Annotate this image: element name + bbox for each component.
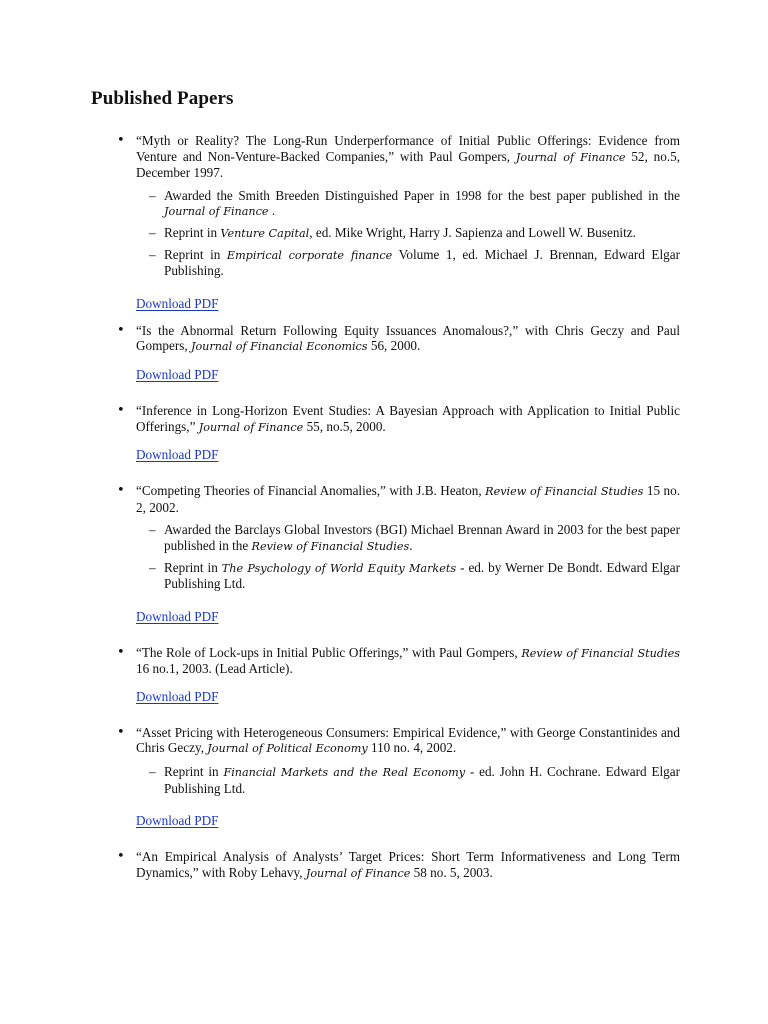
note-title: Empirical corporate finance xyxy=(226,248,393,262)
note-title: Review of Financial Studies xyxy=(251,539,410,553)
note-title: The Psychology of World Equity Markets xyxy=(221,561,457,575)
citation-text: “An Empirical Analysis of Analysts’ Target Prices: Short Term Informativeness and Long Term Dynamics,” with Roby Lehavy, xyxy=(136,849,680,880)
note-text: Reprint in xyxy=(164,246,221,262)
citation-details: 15 no. 2, 2002. xyxy=(136,483,681,515)
paper-item xyxy=(113,849,680,881)
journal-name: Review of Financial Studies xyxy=(521,646,680,660)
citation-text: “The Role of Lock-ups in Initial Public Offerings,” with Paul Gompers, xyxy=(136,644,518,660)
page-title: Published Papers xyxy=(91,88,234,109)
paper-note xyxy=(136,522,680,554)
bullet-icon: • xyxy=(117,849,125,865)
bullet-icon: • xyxy=(117,322,125,338)
note-title: Financial Markets and the Real Economy xyxy=(223,766,466,780)
dash-icon: – xyxy=(149,522,156,538)
paper-citation xyxy=(136,323,680,355)
paper-item xyxy=(113,403,680,463)
paper-note xyxy=(136,247,680,279)
paper-notes xyxy=(136,188,680,279)
paper-citation xyxy=(136,403,680,435)
download-pdf-link[interactable]: Download PDF xyxy=(136,688,219,704)
paper-notes xyxy=(136,522,680,591)
dash-icon: – xyxy=(149,559,156,575)
paper-citation xyxy=(136,849,680,881)
download-pdf-link[interactable]: Download PDF xyxy=(136,366,219,382)
note-text: Reprint in xyxy=(164,764,219,780)
note-text: Awarded the Barclays Global Investors (BGI) Michael Brennan Award in 2003 for the best paper published in the xyxy=(164,522,680,553)
dash-icon: – xyxy=(149,246,156,262)
paper-item xyxy=(113,323,680,383)
paper-notes xyxy=(136,764,680,796)
paper-citation xyxy=(136,645,680,677)
bullet-icon: • xyxy=(117,483,125,499)
note-details: - ed. John H. Cochrane. Edward Elgar Publishing Ltd. xyxy=(164,764,681,796)
paper-note xyxy=(136,188,680,220)
note-details: Volume 1, ed. Michael J. Brennan, Edward Elgar Publishing. xyxy=(164,246,680,279)
dash-icon: – xyxy=(149,187,156,203)
download-pdf-link[interactable]: Download PDF xyxy=(136,447,219,463)
note-text: Reprint in xyxy=(164,559,218,575)
bullet-icon: • xyxy=(117,644,125,660)
journal-name: Journal of Political Economy xyxy=(207,742,368,756)
note-details: . xyxy=(268,203,276,219)
citation-text: “Competing Theories of Financial Anomalies,” with J.B. Heaton, xyxy=(136,483,482,499)
paper-note xyxy=(136,225,680,242)
paper-citation xyxy=(136,725,680,757)
note-title: Journal of Finance xyxy=(164,205,269,219)
journal-name: Journal of Finance xyxy=(515,150,626,164)
citation-text: “Asset Pricing with Heterogeneous Consumers: Empirical Evidence,” with George Constantinides and Chris Geczy, xyxy=(136,724,680,756)
note-text: Reprint in xyxy=(164,224,218,240)
dash-icon: – xyxy=(149,224,156,240)
paper-list xyxy=(113,133,680,881)
paper-item xyxy=(113,645,680,705)
citation-details: 58 no. 5, 2003. xyxy=(410,864,493,880)
citation-details: 52, no.5, December 1997. xyxy=(136,148,681,181)
note-title: Venture Capital xyxy=(220,226,310,240)
journal-name: Journal of Financial Economics xyxy=(190,340,368,354)
download-pdf-link[interactable]: Download PDF xyxy=(136,295,219,311)
note-details: - ed. by Werner De Bondt. Edward Elgar Publishing Ltd. xyxy=(164,559,680,592)
paper-item xyxy=(113,133,680,312)
citation-details: 56, 2000. xyxy=(367,338,421,354)
journal-name: Journal of Finance xyxy=(305,866,411,880)
paper-citation xyxy=(136,483,680,515)
citation-details: 55, no.5, 2000. xyxy=(303,418,386,434)
note-details: , ed. Mike Wright, Harry J. Sapienza and Lowell W. Busenitz. xyxy=(309,224,636,240)
paper-note xyxy=(136,560,680,592)
bullet-icon: • xyxy=(117,402,125,418)
paper-item xyxy=(113,725,680,829)
note-details: . xyxy=(409,537,413,553)
download-pdf-link[interactable]: Download PDF xyxy=(136,813,219,829)
note-text: Awarded the Smith Breeden Distinguished Paper in 1998 for the best paper published in the xyxy=(164,187,680,203)
journal-name: Journal of Finance xyxy=(198,420,304,434)
citation-details: 16 no.1, 2003. (Lead Article). xyxy=(136,661,293,677)
journal-name: Review of Financial Studies xyxy=(485,485,644,499)
citation-text: “Inference in Long-Horizon Event Studies: A Bayesian Approach with Application to Initial Public Offerings,” xyxy=(136,402,680,434)
citation-text: “Is the Abnormal Return Following Equity Issuances Anomalous?,” with Chris Geczy and Paul Gompers, xyxy=(136,322,680,354)
paper-note xyxy=(136,764,680,796)
citation-details: 110 no. 4, 2002. xyxy=(367,740,457,756)
bullet-icon: • xyxy=(117,724,125,740)
citation-text: “Myth or Reality? The Long-Run Underperformance of Initial Public Offerings: Evidence from Venture and Non-Venture-Backed Companies,” with Paul Gompers, xyxy=(136,133,680,164)
paper-citation xyxy=(136,133,680,181)
dash-icon: – xyxy=(149,764,156,780)
download-pdf-link[interactable]: Download PDF xyxy=(136,608,219,624)
paper-item xyxy=(113,483,680,625)
bullet-icon: • xyxy=(117,133,125,148)
